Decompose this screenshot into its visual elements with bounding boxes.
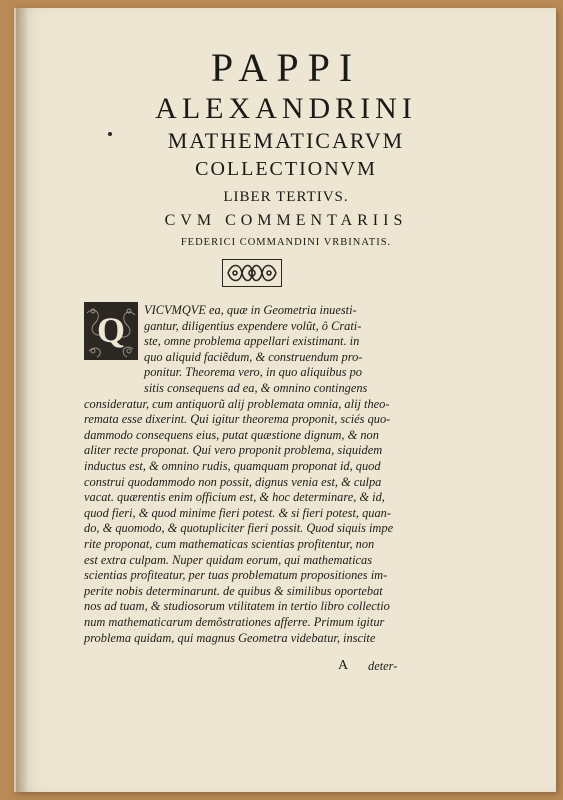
book-page [14,8,556,792]
signature-mark: A [338,658,349,673]
body-line: do, & quomodo, & quotupliciter fieri possit. Quod siquis impe [84,521,394,536]
body-line: problema quidam, qui magnus Geometra videbatur, inscite [84,630,376,645]
body-line: scientias profiteatur, per tuas problematum propositiones im- [84,568,388,583]
title-pappi: PAPPI [210,45,362,90]
body-line: aliter recte proponat. Qui vero proponit problema, siquidem [84,443,383,458]
title-alexandrini: ALEXANDRINI [155,92,417,125]
printer-ornament [222,259,282,287]
body-line: perite nobis determinarunt. de quibus & similibus oportebat [84,583,383,598]
decorated-initial [84,302,138,360]
body-line: ponitur. Theorema vero, in quo aliquibus po [144,365,362,380]
body-line: nos ad tuam, & studiosorum vtilitatem in tertio libro collectio [84,599,390,614]
body-line: remata esse dixerint. Qui igitur theorema proponit, sciés quo- [84,412,391,427]
body-line: inductus est, & omnino rudis, quamquam proponat id, quod [84,459,381,473]
body-line: rite proponat, cum mathematicas scientias profitentur, non [84,537,375,551]
title-cum-commentariis: CVM COMMENTARIIS [164,212,408,229]
initial-letter: Q [96,310,125,350]
body-line: ste, omne problema appellari existimant. in [144,334,360,349]
body-line: VICVMQVE ea, quæ in Geometria inuesti- [144,303,357,317]
title-federici-commandini: FEDERICI COMMANDINI VRBINATIS. [180,237,392,248]
body-line: quo aliquid faciẽdum, & construendum pro- [144,349,363,364]
title-liber-tertius: LIBER TERTIVS. [223,189,349,205]
body-line: sitis consequens ad ea, & omnino contingens [144,381,368,395]
catchword: deter- [368,659,398,673]
body-line: gantur, diligentius expendere volũt, ô Crati- [144,318,362,333]
title-mathematicarum: MATHEMATICARVM [167,128,405,153]
body-line: num mathematicarum demõstrationes afferre. Primum igitur [84,615,385,629]
body-line: quod fieri, & quod minime fieri potest. & si fieri potest, quan- [84,505,391,520]
body-line: est extra culpam. Nuper quidam eorum, qui mathematicas [84,552,373,567]
body-line: dammodo consequens eius, putat quæstione dignum, & non [84,427,379,442]
body-line: construi quodammodo non possit, dignus venia est, & culpa [84,474,382,489]
title-collectionum: COLLECTIONVM [195,158,377,180]
body-line: consideratur, cum antiquorũ alij problemata omnia, alij theo- [84,396,390,411]
body-line: vacat. quærentis enim officium est, & hoc determinare, & id, [84,490,385,505]
